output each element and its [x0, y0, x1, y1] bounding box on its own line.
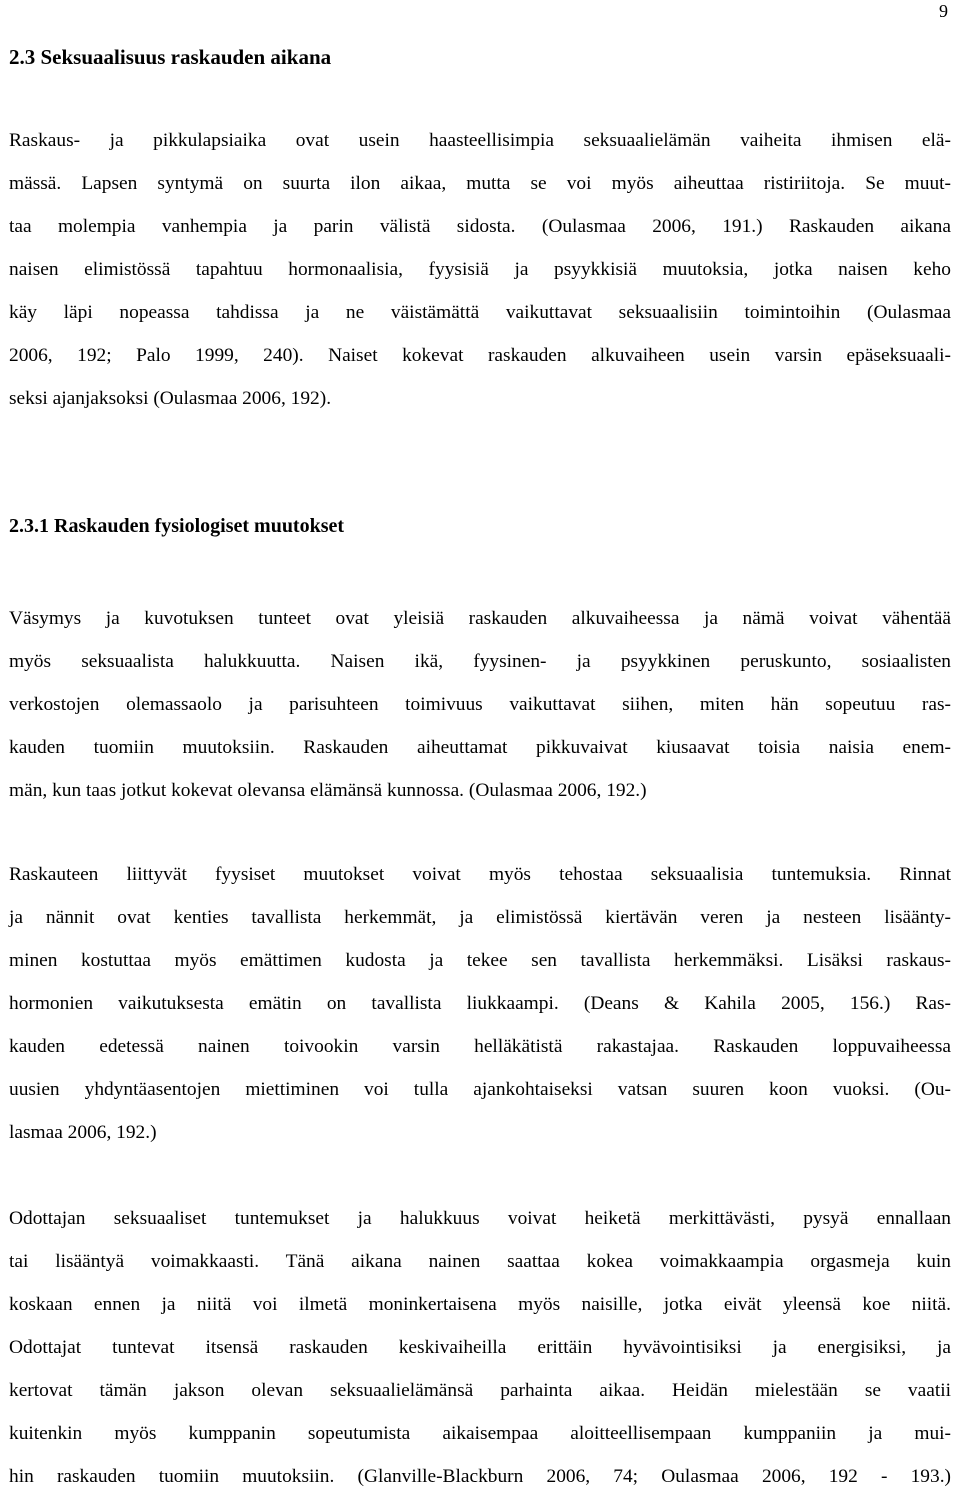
- page-number: 9: [939, 1, 948, 21]
- text-line: hin raskauden tuomiin muutoksiin. (Glanville-Blackburn 2006, 74; Oulasmaa 2006, 192 - 193.): [9, 1466, 951, 1487]
- paragraph-3: [9, 853, 951, 1154]
- text-line: Raskaus- ja pikkulapsiaika ovat usein haasteellisimpia seksuaalielämän vaiheita ihmisen elä-: [9, 130, 951, 151]
- paragraph-4: [9, 1197, 951, 1498]
- text-line: hormonien vaikutuksesta emätin on tavallista liukkaampi. (Deans & Kahila 2005, 156.) Ras-: [9, 993, 951, 1014]
- text-line: Odottajan seksuaaliset tuntemukset ja halukkuus voivat heiketä merkittävästi, pysyä ennallaan: [9, 1208, 951, 1229]
- text-line: lasmaa 2006, 192.): [9, 1122, 157, 1143]
- paragraph-1: [9, 119, 951, 420]
- text-line: Odottajat tuntevat itsensä raskauden keskivaiheilla erittäin hyvävointisiksi ja energisiksi, ja: [9, 1337, 951, 1358]
- paragraph-2: [9, 597, 951, 812]
- text-line: taa molempia vanhempia ja parin välistä sidosta. (Oulasmaa 2006, 191.) Raskauden aikana: [9, 216, 951, 237]
- text-line: koskaan ennen ja niitä voi ilmetä moninkertaisena myös naisille, jotka eivät yleensä koe niitä.: [9, 1294, 951, 1315]
- section-heading: 2.3 Seksuaalisuus raskauden aikana: [9, 45, 332, 69]
- text-line: kertovat tämän jakson olevan seksuaalielämänsä parhainta aikaa. Heidän mielestään se vaatii: [9, 1380, 951, 1401]
- text-line: kauden edetessä nainen toivookin varsin helläkätistä rakastajaa. Raskauden loppuvaiheessa: [9, 1036, 951, 1057]
- text-line: 2006, 192; Palo 1999, 240). Naiset kokevat raskauden alkuvaiheen usein varsin epäseksuaali-: [9, 345, 951, 366]
- text-line: kauden tuomiin muutoksiin. Raskauden aiheuttamat pikkuvaivat kiusaavat toisia naisia enem-: [9, 737, 951, 758]
- text-line: myös seksuaalista halukkuutta. Naisen ikä, fyysinen- ja psyykkinen peruskunto, sosiaalisten: [9, 651, 951, 672]
- text-line: Raskauteen liittyvät fyysiset muutokset voivat myös tehostaa seksuaalisia tuntemuksia. Rinnat: [9, 864, 951, 885]
- text-line: käy läpi nopeassa tahdissa ja ne väistämättä vaikuttavat seksuaalisiin toimintoihin (Oulasmaa: [9, 302, 951, 323]
- text-line: ja nännit ovat kenties tavallista herkemmät, ja elimistössä kiertävän veren ja nesteen lisäänty-: [9, 907, 951, 928]
- text-line: naisen elimistössä tapahtuu hormonaalisia, fyysisiä ja psyykkisiä muutoksia, jotka naisen keho: [9, 259, 951, 280]
- text-line: verkostojen olemassaolo ja parisuhteen toimivuus vaikuttavat siihen, miten hän sopeutuu ras-: [9, 694, 951, 715]
- text-line: män, kun taas jotkut kokevat olevansa elämänsä kunnossa. (Oulasmaa 2006, 192.): [9, 780, 647, 801]
- subsection-heading: 2.3.1 Raskauden fysiologiset muutokset: [9, 515, 345, 537]
- text-line: minen kostuttaa myös emättimen kudosta ja tekee sen tavallista herkemmäksi. Lisäksi raskaus-: [9, 950, 951, 971]
- text-line: tai lisääntyä voimakkaasti. Tänä aikana nainen saattaa kokea voimakkaampia orgasmeja kuin: [9, 1251, 951, 1272]
- text-line: kuitenkin myös kumppanin sopeutumista aikaisempaa aloitteellisempaan kumppaniin ja mui-: [9, 1423, 951, 1444]
- text-line: mässä. Lapsen syntymä on suurta ilon aikaa, mutta se voi myös aiheuttaa ristiriitoja. Se muut-: [9, 173, 951, 194]
- text-line: seksi ajanjaksoksi (Oulasmaa 2006, 192).: [9, 388, 332, 409]
- text-line: uusien yhdyntäasentojen miettiminen voi tulla ajankohtaiseksi vatsan suuren koon vuoksi. (Ou-: [9, 1079, 951, 1100]
- text-line: Väsymys ja kuvotuksen tunteet ovat yleisiä raskauden alkuvaiheessa ja nämä voivat vähentää: [9, 608, 951, 629]
